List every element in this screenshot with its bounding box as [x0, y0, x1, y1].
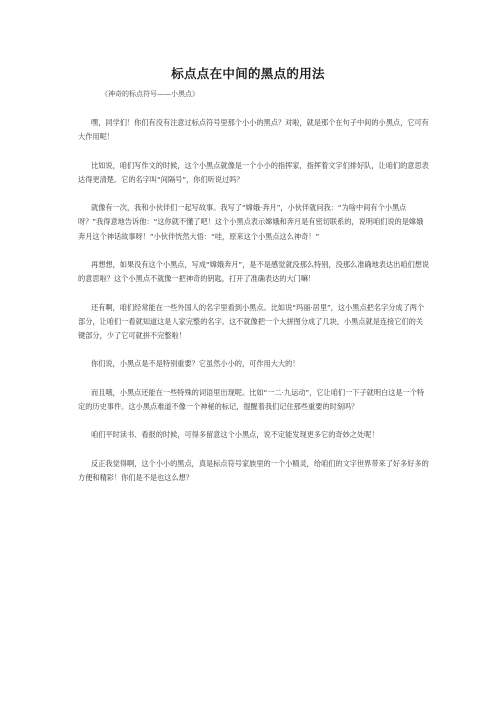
page-subtitle: 《神奇的标点符号——小黑点》 — [101, 90, 199, 98]
paragraph-5: 还有啊，咱们经常能在一些外国人的名字里看到小黑点。比如说“玛丽·居里”，这小黑点把名字分成了两个部分，让咱们一看就知道这是人家完整的名字。这不就像把一个大拼图分成了几块，小黑点就是连接它们的关键部分，少了它可就拼不完整啦！ — [78, 302, 425, 340]
paragraph-8: 咱们平时读书、看报的时候，可得多留意这个小黑点，说不定能发现更多它的奇妙之处呢！ — [91, 430, 379, 440]
page-title: 标点点在中间的黑点的用法 — [171, 66, 325, 81]
paragraph-1: 嘿，同学们！你们有没有注意过标点符号里那个小小的黑点？对啦，就是那个在句子中间的小黑点，它可有大作用呢！ — [78, 118, 429, 142]
paragraph-7: 而且哦，小黑点还能在一些特殊的词语里出现呢。比如“一二·九运动”，它让咱们一下子就明白这是一个特定的历史事件。这小黑点难道不像一个神秘的标记，提醒着我们记住那些重要的时刻吗？ — [78, 387, 425, 411]
paragraph-6: 你们说，小黑点是不是特别重要？它虽然小小的，可作用大大的！ — [91, 359, 300, 369]
paragraph-4: 再想想，如果没有这个小黑点，写成“嫦娥奔月”，是不是感觉就没那么特别，没那么准确地表达出咱们想说的意思啦？这个小黑点不就像一把神奇的钥匙，打开了准确表达的大门嘛！ — [78, 259, 430, 284]
paragraph-9: 反正我觉得啊，这个小小的黑点，真是标点符号家族里的一个小精灵，给咱们的文字世界带来了好多好多的方便和精彩！你们是不是也这么想？ — [78, 458, 429, 482]
document-body — [78, 116, 430, 499]
paragraph-2: 比如说，咱们写作文的时候，这个小黑点就像是一个小小的指挥家，指挥着文字们排好队，让咱们的意思表达得更清楚。它的名字叫“间隔号”，你们听说过吗？ — [78, 160, 429, 184]
paragraph-3: 就像有一次，我和小伙伴们一起写故事。我写了“嫦娥·奔月”，小伙伴就问我：“为啥中间有个小黑点呀？”我得意地告诉他：“这你就不懂了吧！这个小黑点表示嫦娥和奔月是有密切联系的，说明咱们说的是嫦娥奔月这个神话故事呀！”小伙伴恍然大悟：“哇，原来这个小黑点这么神奇！” — [78, 203, 424, 241]
